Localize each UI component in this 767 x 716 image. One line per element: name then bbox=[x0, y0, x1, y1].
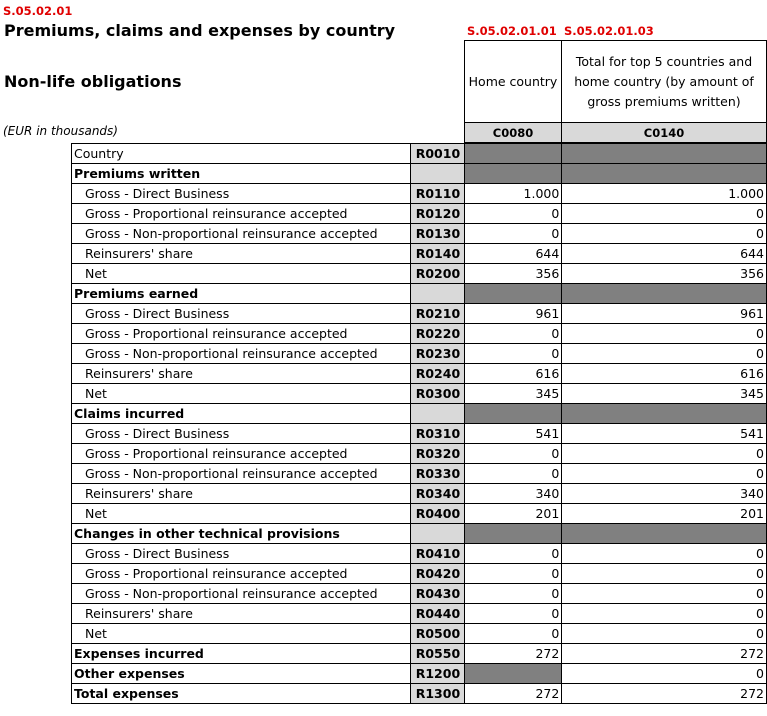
column-code-c0140: C0140 bbox=[561, 122, 767, 143]
unit-label: (EUR in thousands) bbox=[3, 124, 118, 138]
value-top5-total bbox=[562, 284, 767, 304]
row-code: R0010 bbox=[411, 144, 465, 164]
table-row bbox=[72, 584, 767, 604]
value-top5-total bbox=[562, 164, 767, 184]
row-code bbox=[411, 164, 465, 184]
table-row bbox=[72, 504, 767, 524]
column-code-c0080: C0080 bbox=[464, 122, 562, 143]
value-home-country bbox=[465, 144, 562, 164]
value-home-country bbox=[465, 164, 562, 184]
value-top5-total: 0 bbox=[562, 584, 767, 604]
row-code: R0400 bbox=[411, 504, 465, 524]
row-code: R0430 bbox=[411, 584, 465, 604]
value-top5-total bbox=[562, 524, 767, 544]
value-top5-total bbox=[562, 144, 767, 164]
table-row bbox=[72, 264, 767, 284]
table-row bbox=[72, 324, 767, 344]
table-row bbox=[72, 244, 767, 264]
value-home-country: 272 bbox=[465, 644, 562, 664]
table-row bbox=[72, 404, 767, 424]
row-code: R0330 bbox=[411, 464, 465, 484]
table-row bbox=[72, 284, 767, 304]
column-header-label: Total for top 5 countries and home country (by amount of gross premiums written) bbox=[574, 53, 754, 109]
table-row bbox=[72, 544, 767, 564]
value-home-country: 0 bbox=[465, 544, 562, 564]
row-label: Gross - Non-proportional reinsurance accepted bbox=[72, 464, 411, 484]
table-row bbox=[72, 464, 767, 484]
row-label: Changes in other technical provisions bbox=[72, 524, 411, 544]
row-code: R0320 bbox=[411, 444, 465, 464]
value-top5-total: 340 bbox=[562, 484, 767, 504]
value-top5-total: 272 bbox=[562, 644, 767, 664]
value-home-country: 0 bbox=[465, 324, 562, 344]
value-top5-total: 345 bbox=[562, 384, 767, 404]
value-home-country: 0 bbox=[465, 224, 562, 244]
value-home-country: 1.000 bbox=[465, 184, 562, 204]
table-row bbox=[72, 364, 767, 384]
table-row bbox=[72, 444, 767, 464]
row-code: R0440 bbox=[411, 604, 465, 624]
table-row bbox=[72, 684, 767, 704]
row-label: Gross - Non-proportional reinsurance accepted bbox=[72, 344, 411, 364]
row-code: R0240 bbox=[411, 364, 465, 384]
table-row bbox=[72, 644, 767, 664]
value-top5-total: 0 bbox=[562, 344, 767, 364]
value-home-country: 0 bbox=[465, 204, 562, 224]
value-top5-total: 0 bbox=[562, 204, 767, 224]
value-top5-total: 201 bbox=[562, 504, 767, 524]
value-top5-total: 541 bbox=[562, 424, 767, 444]
page-title: Premiums, claims and expenses by country bbox=[4, 21, 396, 40]
row-code: R0230 bbox=[411, 344, 465, 364]
value-home-country: 961 bbox=[465, 304, 562, 324]
row-code: R0110 bbox=[411, 184, 465, 204]
row-label: Gross - Proportional reinsurance accepted bbox=[72, 204, 411, 224]
table-row bbox=[72, 664, 767, 684]
row-label: Gross - Direct Business bbox=[72, 304, 411, 324]
row-label: Country bbox=[72, 144, 411, 164]
value-top5-total: 0 bbox=[562, 564, 767, 584]
table-row bbox=[72, 204, 767, 224]
value-top5-total: 0 bbox=[562, 464, 767, 484]
row-code: R0200 bbox=[411, 264, 465, 284]
row-label: Other expenses bbox=[72, 664, 411, 684]
value-top5-total: 0 bbox=[562, 444, 767, 464]
column-header-top5-total bbox=[561, 40, 767, 122]
value-home-country: 0 bbox=[465, 464, 562, 484]
value-top5-total: 1.000 bbox=[562, 184, 767, 204]
row-label: Net bbox=[72, 264, 411, 284]
row-label: Reinsurers' share bbox=[72, 244, 411, 264]
row-code: R1200 bbox=[411, 664, 465, 684]
row-code: R0310 bbox=[411, 424, 465, 444]
row-label: Claims incurred bbox=[72, 404, 411, 424]
value-top5-total: 0 bbox=[562, 604, 767, 624]
row-code: R1300 bbox=[411, 684, 465, 704]
value-home-country bbox=[465, 284, 562, 304]
value-top5-total bbox=[562, 404, 767, 424]
table-row bbox=[72, 604, 767, 624]
row-label: Expenses incurred bbox=[72, 644, 411, 664]
value-home-country: 0 bbox=[465, 624, 562, 644]
value-home-country bbox=[465, 664, 562, 684]
report-table bbox=[71, 143, 767, 704]
row-code: R0210 bbox=[411, 304, 465, 324]
table-row bbox=[72, 344, 767, 364]
value-home-country: 201 bbox=[465, 504, 562, 524]
value-home-country: 0 bbox=[465, 564, 562, 584]
table-row bbox=[72, 564, 767, 584]
table-row bbox=[72, 424, 767, 444]
template-code: S.05.02.01 bbox=[3, 4, 73, 18]
table-row bbox=[72, 164, 767, 184]
value-home-country: 0 bbox=[465, 344, 562, 364]
value-home-country: 0 bbox=[465, 584, 562, 604]
row-label: Gross - Direct Business bbox=[72, 424, 411, 444]
column-header-home-country bbox=[464, 40, 562, 122]
row-code: R0140 bbox=[411, 244, 465, 264]
row-label: Gross - Non-proportional reinsurance accepted bbox=[72, 224, 411, 244]
row-label: Net bbox=[72, 384, 411, 404]
value-home-country bbox=[465, 524, 562, 544]
table-row bbox=[72, 184, 767, 204]
table-row bbox=[72, 144, 767, 164]
value-top5-total: 961 bbox=[562, 304, 767, 324]
table-row bbox=[72, 524, 767, 544]
column-template-code-1: S.05.02.01.01 bbox=[467, 24, 557, 38]
row-code: R0220 bbox=[411, 324, 465, 344]
section-subtitle: Non-life obligations bbox=[4, 72, 182, 91]
value-top5-total: 0 bbox=[562, 544, 767, 564]
row-code bbox=[411, 284, 465, 304]
value-home-country: 272 bbox=[465, 684, 562, 704]
value-top5-total: 272 bbox=[562, 684, 767, 704]
table-row bbox=[72, 484, 767, 504]
row-code: R0420 bbox=[411, 564, 465, 584]
value-top5-total: 616 bbox=[562, 364, 767, 384]
value-home-country: 340 bbox=[465, 484, 562, 504]
row-code: R0410 bbox=[411, 544, 465, 564]
table-row bbox=[72, 224, 767, 244]
value-home-country bbox=[465, 404, 562, 424]
row-code: R0120 bbox=[411, 204, 465, 224]
row-label: Gross - Direct Business bbox=[72, 544, 411, 564]
row-label: Gross - Proportional reinsurance accepted bbox=[72, 444, 411, 464]
row-label: Gross - Direct Business bbox=[72, 184, 411, 204]
value-home-country: 0 bbox=[465, 604, 562, 624]
value-home-country: 644 bbox=[465, 244, 562, 264]
row-label: Total expenses bbox=[72, 684, 411, 704]
row-label: Reinsurers' share bbox=[72, 364, 411, 384]
row-label: Premiums written bbox=[72, 164, 411, 184]
table-row bbox=[72, 384, 767, 404]
value-home-country: 345 bbox=[465, 384, 562, 404]
table-row bbox=[72, 624, 767, 644]
table-row bbox=[72, 304, 767, 324]
row-code: R0550 bbox=[411, 644, 465, 664]
value-home-country: 541 bbox=[465, 424, 562, 444]
value-top5-total: 356 bbox=[562, 264, 767, 284]
value-home-country: 616 bbox=[465, 364, 562, 384]
row-label: Premiums earned bbox=[72, 284, 411, 304]
row-code bbox=[411, 524, 465, 544]
value-home-country: 356 bbox=[465, 264, 562, 284]
row-code: R0300 bbox=[411, 384, 465, 404]
row-label: Gross - Proportional reinsurance accepted bbox=[72, 324, 411, 344]
row-code bbox=[411, 404, 465, 424]
row-label: Net bbox=[72, 504, 411, 524]
value-home-country: 0 bbox=[465, 444, 562, 464]
row-label: Reinsurers' share bbox=[72, 604, 411, 624]
row-code: R0500 bbox=[411, 624, 465, 644]
row-label: Gross - Proportional reinsurance accepted bbox=[72, 564, 411, 584]
value-top5-total: 0 bbox=[562, 664, 767, 684]
value-top5-total: 0 bbox=[562, 624, 767, 644]
value-top5-total: 0 bbox=[562, 324, 767, 344]
row-label: Gross - Non-proportional reinsurance accepted bbox=[72, 584, 411, 604]
column-header-label: Home country bbox=[468, 73, 558, 89]
row-code: R0340 bbox=[411, 484, 465, 504]
value-top5-total: 644 bbox=[562, 244, 767, 264]
column-template-code-2: S.05.02.01.03 bbox=[564, 24, 654, 38]
row-label: Reinsurers' share bbox=[72, 484, 411, 504]
row-label: Net bbox=[72, 624, 411, 644]
value-top5-total: 0 bbox=[562, 224, 767, 244]
row-code: R0130 bbox=[411, 224, 465, 244]
